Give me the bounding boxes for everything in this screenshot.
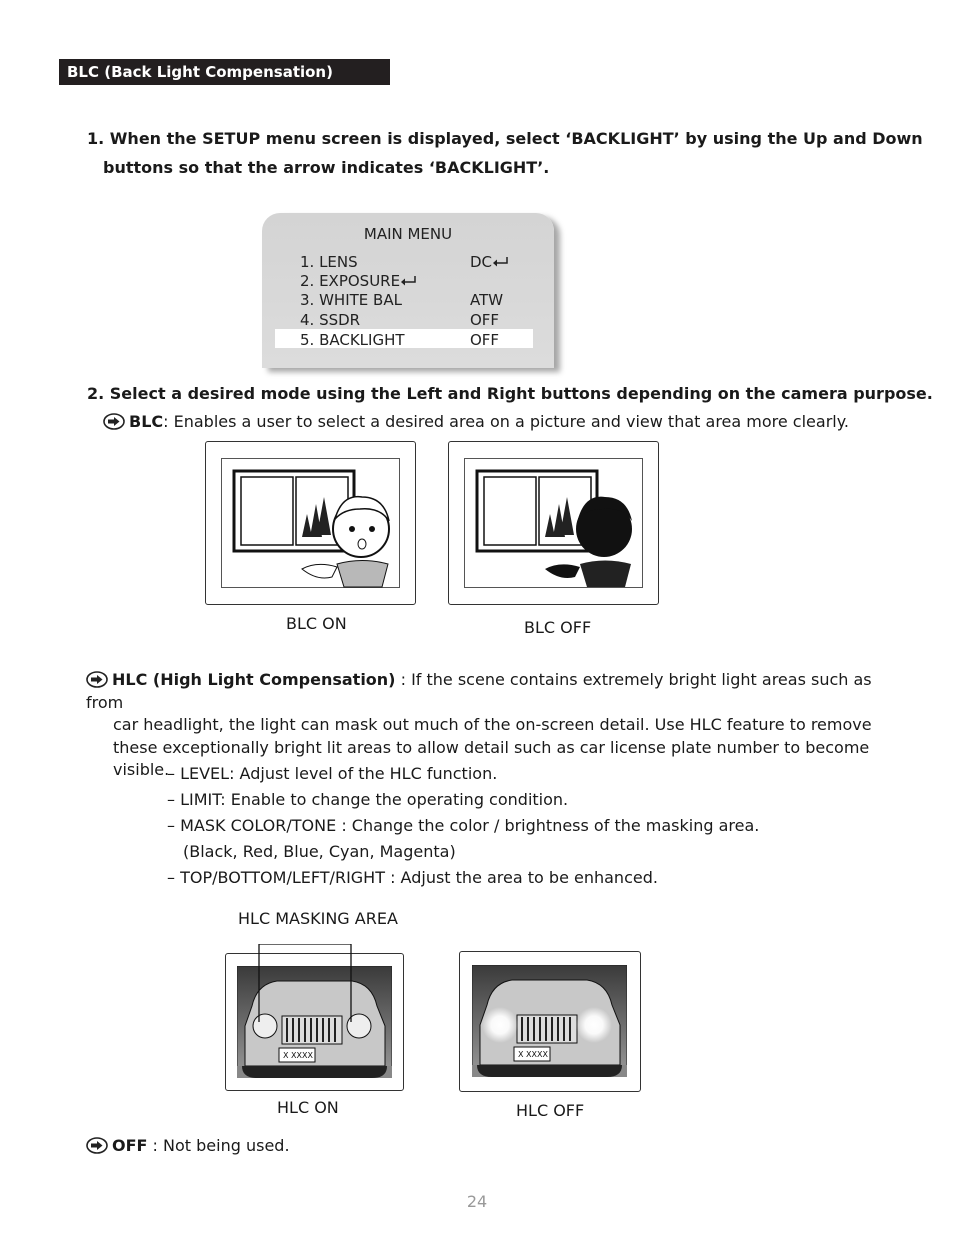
step1-line1: 1. When the SETUP menu screen is displayed, select ‘BACKLIGHT’ by using the Up and Down xyxy=(87,129,923,148)
menu-item-value: ATW xyxy=(470,291,504,309)
menu-title: MAIN MENU xyxy=(363,225,453,243)
blc-description xyxy=(103,411,849,434)
masking-area-bracket xyxy=(256,944,356,1024)
page-number: 24 xyxy=(466,1192,488,1211)
hlc-term: HLC (High Light Compensation) xyxy=(112,670,396,689)
circle-arrow-icon xyxy=(103,413,125,430)
circle-arrow-icon xyxy=(86,671,108,688)
circle-arrow-icon xyxy=(86,1137,108,1154)
menu-item-value: OFF xyxy=(470,311,500,329)
blc-on-illustration xyxy=(232,469,397,589)
hlc-option-area: – TOP/BOTTOM/LEFT/RIGHT : Adjust the area to be enhanced. xyxy=(167,868,658,887)
hlc-line1: : If the scene contains extremely bright light areas such as from xyxy=(86,670,872,712)
hlc-line3: these exceptionally bright lit areas to allow detail such as car license plate number to become xyxy=(113,737,870,757)
plate-text: X XXXX xyxy=(518,1050,548,1059)
menu-item-ssdr xyxy=(275,311,533,330)
main-menu-screen xyxy=(262,213,554,368)
blc-on-image xyxy=(205,441,416,605)
hlc-option-mask-colors: (Black, Red, Blue, Cyan, Magenta) xyxy=(183,842,456,861)
hlc-option-limit: – LIMIT: Enable to change the operating condition. xyxy=(167,790,569,809)
hlc-off-image xyxy=(459,951,641,1092)
enter-icon xyxy=(400,275,417,287)
step2-text: 2. Select a desired mode using the Left and Right buttons depending on the camera purpose. xyxy=(87,384,933,403)
menu-item-label: 3. WHITE BAL xyxy=(300,291,402,309)
section-title: BLC (Back Light Compensation) xyxy=(59,59,390,85)
menu-item-label: 1. LENS xyxy=(300,253,358,271)
hlc-on-image xyxy=(225,953,404,1091)
menu-item-white-bal xyxy=(275,291,533,310)
menu-item-backlight xyxy=(275,329,533,348)
hlc-option-level: – LEVEL: Adjust level of the HLC function. xyxy=(167,764,498,783)
menu-item-label: 5. BACKLIGHT xyxy=(300,331,405,349)
blc-term: BLC xyxy=(129,412,164,431)
hlc-line4: visible. xyxy=(113,760,170,779)
hlc-line2: car headlight, the light can mask out much of the on-screen detail. Use HLC feature to remove xyxy=(113,715,872,734)
menu-item-label: 2. EXPOSURE xyxy=(300,272,401,290)
menu-item-label: 4. SSDR xyxy=(300,311,361,329)
blc-desc: : Enables a user to select a desired area on a picture and view that area more clearly. xyxy=(163,412,849,431)
blc-off-illustration xyxy=(475,469,640,589)
menu-item-value: OFF xyxy=(470,331,500,349)
hlc-on-caption: HLC ON xyxy=(277,1098,339,1117)
menu-item-exposure xyxy=(275,272,533,291)
off-desc: : Not being used. xyxy=(147,1136,290,1155)
hlc-option-mask: – MASK COLOR/TONE : Change the color / brightness of the masking area. xyxy=(167,816,760,835)
hlc-off-illustration xyxy=(472,965,627,1077)
enter-icon xyxy=(492,256,509,268)
hlc-masking-area-caption: HLC MASKING AREA xyxy=(238,909,398,928)
step1-line2: buttons so that the arrow indicates ‘BACKLIGHT’. xyxy=(103,158,550,177)
plate-text: X XXXX xyxy=(283,1051,313,1060)
hlc-off-caption: HLC OFF xyxy=(516,1101,585,1120)
menu-item-value: DC xyxy=(470,253,493,271)
hlc-options-list xyxy=(167,761,759,891)
menu-item-lens xyxy=(275,253,533,272)
blc-on-caption: BLC ON xyxy=(286,614,347,633)
off-term: OFF xyxy=(112,1136,148,1155)
off-description xyxy=(86,1135,290,1158)
blc-off-caption: BLC OFF xyxy=(524,618,592,637)
blc-off-image xyxy=(448,441,659,605)
